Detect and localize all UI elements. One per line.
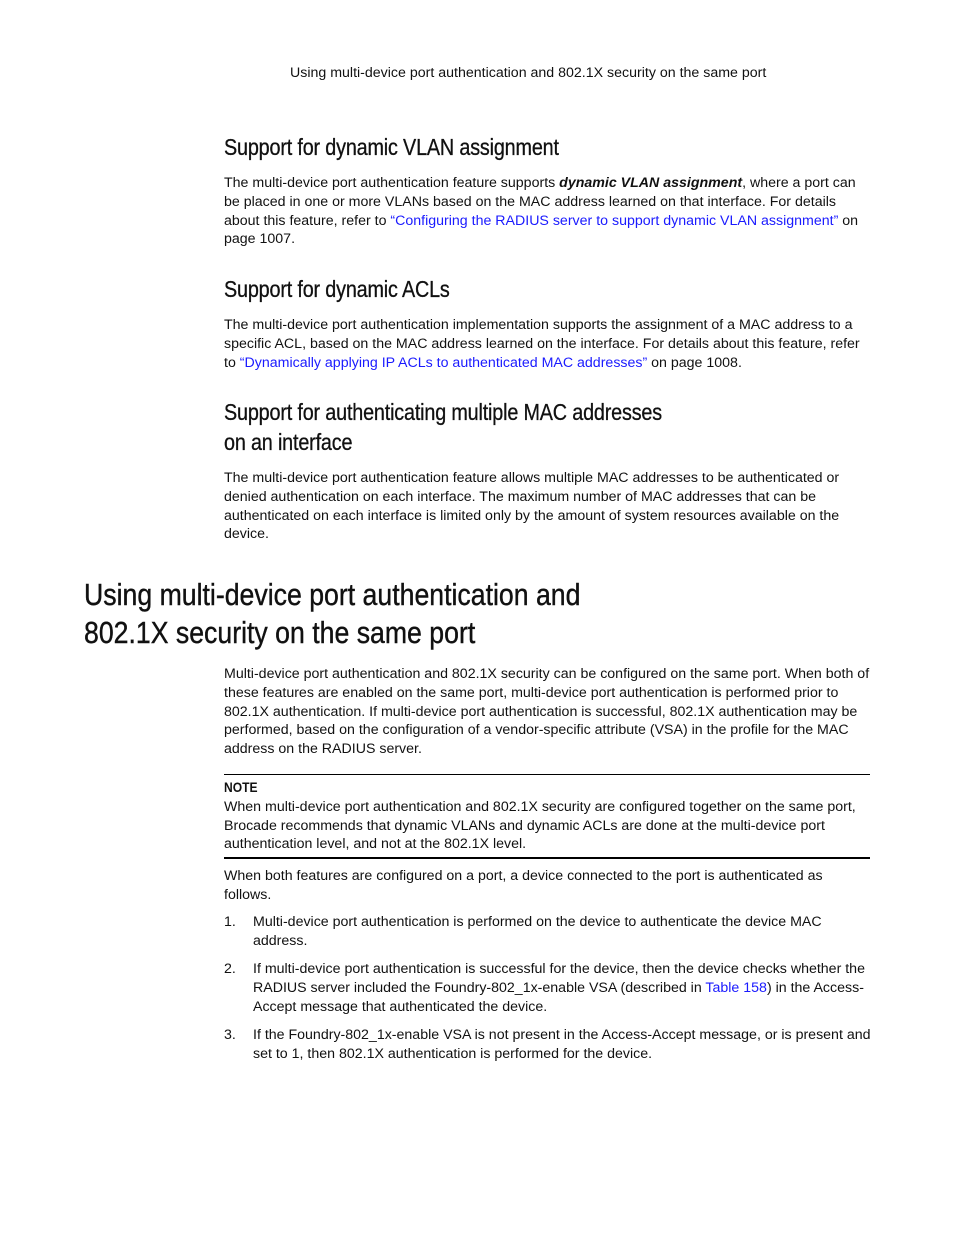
- link-table-158[interactable]: Table 158: [705, 979, 767, 996]
- note-text: When multi-device port authentication and 802.1X security are configured together on the same port, Brocade recommends that dynamic VLANs and dynamic ACLs are done at the multi-device port authentication level, and not at the 802.1X level.: [224, 798, 856, 853]
- list-number: 2.: [224, 961, 236, 977]
- text: on page 1007.: [224, 212, 859, 248]
- note-label: NOTE: [224, 780, 258, 796]
- list-item: [224, 913, 872, 951]
- text: The multi-device port authentication implementation supports the assignment of a MAC address to a specific ACL, based on the MAC address learned on the interface. For details about this feature, refer to: [224, 317, 860, 371]
- note-box: [224, 774, 870, 859]
- heading-line: 802.1X security on the same port: [84, 615, 476, 650]
- section-heading-multiple-mac: [224, 397, 740, 457]
- paragraph-dynamic-acls: [224, 316, 872, 372]
- paragraph-dynamic-vlan: [224, 174, 872, 249]
- list-item: [224, 960, 872, 1016]
- list-text: Multi-device port authentication is performed on the device to authenticate the device MAC address.: [253, 914, 822, 949]
- list-item: [224, 1026, 872, 1064]
- text: If multi-device port authentication is successful for the device, then the device checks whether the RADIUS server included the Foundry-802_1x-enable VSA (described in: [253, 961, 865, 996]
- list-number: 3.: [224, 1027, 236, 1043]
- link-radius-dynamic-vlan[interactable]: “Configuring the RADIUS server to support dynamic VLAN assignment”: [390, 212, 839, 229]
- list-number: 1.: [224, 914, 236, 930]
- list-text: If the Foundry-802_1x-enable VSA is not present in the Access-Accept message, or is present and set to 1, then 802.1X authentication is performed for the device.: [253, 1027, 871, 1062]
- heading-line: Support for authenticating multiple MAC addresses: [224, 399, 662, 425]
- link-dynamic-ip-acls[interactable]: “Dynamically applying IP ACLs to authenticated MAC addresses”: [239, 354, 648, 371]
- text: on page 1008.: [647, 354, 742, 371]
- heading-line: Using multi-device port authentication and: [84, 577, 581, 612]
- emphasis: dynamic VLAN assignment: [559, 175, 743, 191]
- paragraph-process: When both features are configured on a port, a device connected to the port is authenticated as follows.: [224, 868, 823, 903]
- chapter-heading: [84, 576, 686, 652]
- text: The multi-device port authentication feature supports: [224, 175, 560, 191]
- section-heading-dynamic-vlan: Support for dynamic VLAN assignment: [224, 134, 559, 160]
- paragraph-multiple-mac: The multi-device port authentication feature allows multiple MAC addresses to be authenticated or denied authentication on each interface. The maximum number of MAC addresses that can be authenticated on each interface is limited only by the amount of system resources available on the device.: [224, 470, 840, 543]
- heading-line: on an interface: [224, 429, 353, 455]
- list-text: [253, 960, 872, 1016]
- section-heading-dynamic-acls: Support for dynamic ACLs: [224, 276, 450, 302]
- paragraph-intro: Multi-device port authentication and 802.1X security can be configured on the same port. When both of these features are enabled on the same port, multi-device port authentication is performed prior to 802.1X authentication. If multi-device port authentication is successful, 802.1X authentication may be performed, based on the configuration of a vendor-specific attribute (VSA) in the profile for the MAC address on the RADIUS server.: [224, 666, 870, 758]
- text: , where a port can be placed in one or more VLANs based on the MAC address learned on that interface. For details about this feature, refer to: [224, 175, 856, 229]
- text: ) in the Access-Accept message that authenticated the device.: [253, 979, 864, 1015]
- running-header: Using multi-device port authentication and 802.1X security on the same port: [290, 65, 767, 81]
